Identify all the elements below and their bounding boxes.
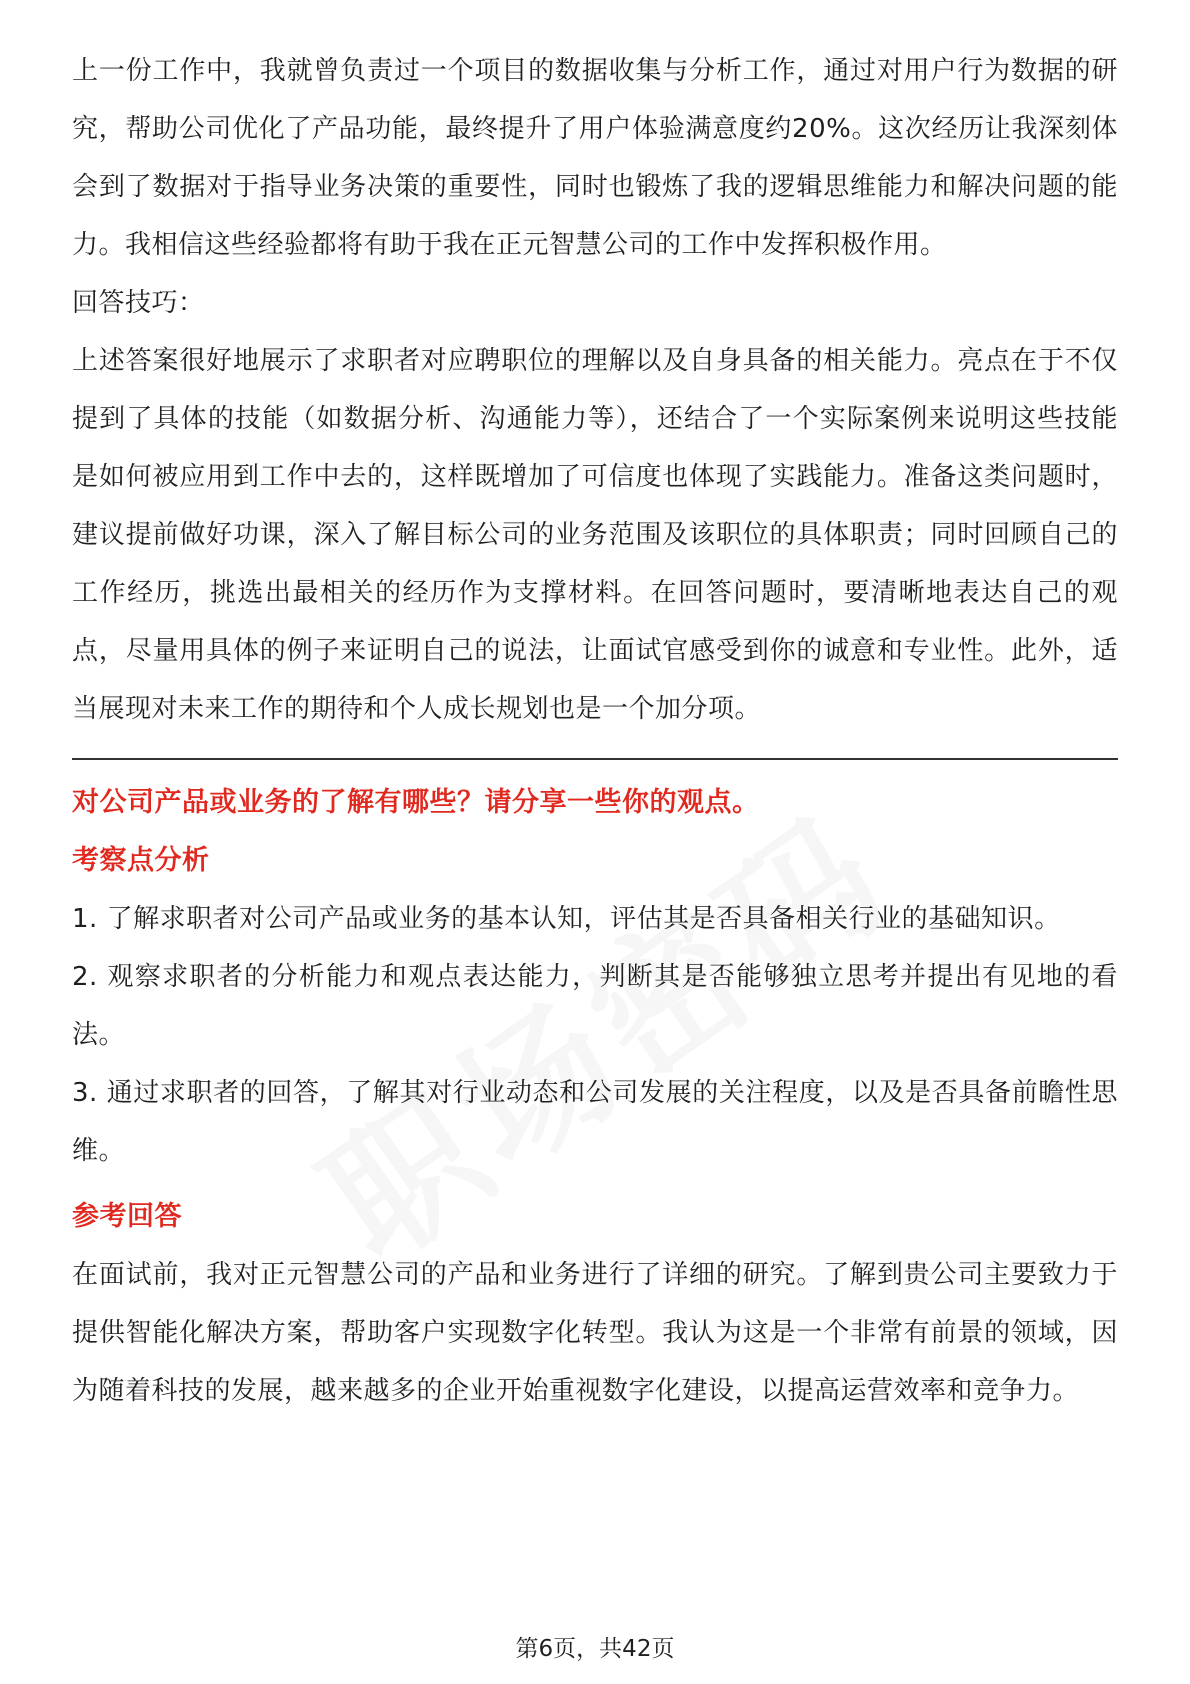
page-number: 第6页，共42页 bbox=[515, 1636, 675, 1662]
analysis-heading: 考察点分析 bbox=[72, 845, 210, 876]
page-content bbox=[72, 42, 1118, 1420]
analysis-point-3: 3. 通过求职者的回答，了解其对行业动态和公司发展的关注程度，以及是否具备前瞻性思维。 bbox=[72, 1078, 1118, 1166]
reference-answer-paragraph: 在面试前，我对正元智慧公司的产品和业务进行了详细的研究。了解到贵公司主要致力于提供智能化解决方案，帮助客户实现数字化转型。我认为这是一个非常有前景的领域，因为随着科技的发展，越来越多的企业开始重视数字化建设，以提高运营效率和竞争力。 bbox=[72, 1260, 1118, 1406]
tips-label: 回答技巧： bbox=[72, 288, 205, 318]
answer-paragraph-continued: 上一份工作中，我就曾负责过一个项目的数据收集与分析工作，通过对用户行为数据的研究，帮助公司优化了产品功能，最终提升了用户体验满意度约20%。这次经历让我深刻体会到了数据对于指导业务决策的重要性，同时也锻炼了我的逻辑思维能力和解决问题的能力。我相信这些经验都将有助于我在正元智慧公司的工作中发挥积极作用。 bbox=[72, 56, 1118, 260]
question-title: 对公司产品或业务的了解有哪些？请分享一些你的观点。 bbox=[72, 787, 760, 818]
analysis-point-1: 1. 了解求职者对公司产品或业务的基本认知，评估其是否具备相关行业的基础知识。 bbox=[72, 904, 1061, 934]
tips-paragraph: 上述答案很好地展示了求职者对应聘职位的理解以及自身具备的相关能力。亮点在于不仅提到了具体的技能（如数据分析、沟通能力等），还结合了一个实际案例来说明这些技能是如何被应用到工作中去的，这样既增加了可信度也体现了实践能力。准备这类问题时，建议提前做好功课，深入了解目标公司的业务范围及该职位的具体职责；同时回顾自己的工作经历，挑选出最相关的经历作为支撑材料。在回答问题时，要清晰地表达自己的观点，尽量用具体的例子来证明自己的说法，让面试官感受到你的诚意和专业性。此外，适当展现对未来工作的期待和个人成长规划也是一个加分项。 bbox=[72, 346, 1118, 724]
analysis-point-2: 2. 观察求职者的分析能力和观点表达能力，判断其是否能够独立思考并提出有见地的看法。 bbox=[72, 962, 1118, 1050]
reference-answer-heading: 参考回答 bbox=[72, 1201, 182, 1232]
section-divider bbox=[72, 758, 1118, 760]
